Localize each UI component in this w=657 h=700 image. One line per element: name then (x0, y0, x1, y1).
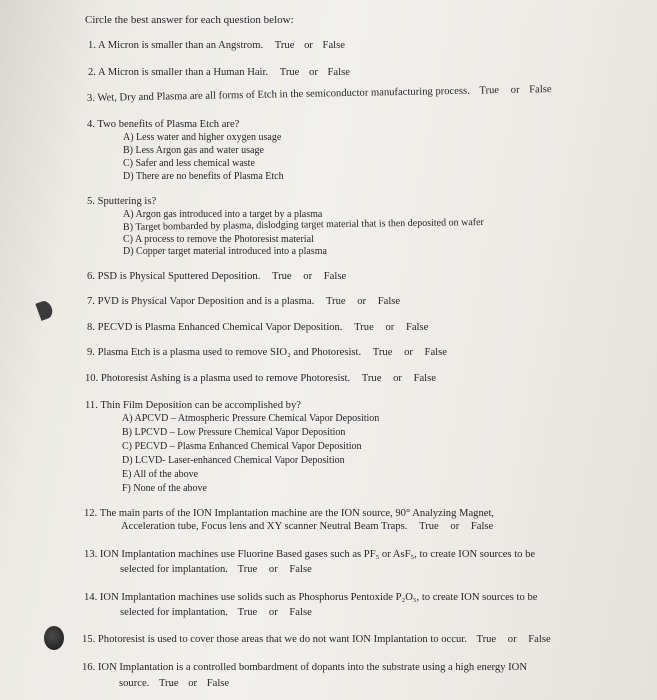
answer-true[interactable]: True (237, 607, 258, 618)
answer-true[interactable]: True (419, 521, 439, 532)
answer-true[interactable]: True (237, 564, 258, 575)
q5-option-a[interactable]: A) Argon gas introduced into a target by a plasma (123, 209, 323, 220)
answer-false[interactable]: False (528, 634, 551, 645)
answer-false[interactable]: False (322, 40, 345, 51)
question-3: 3. Wet, Dry and Plasma are all forms of Etch in the semiconductor manufacturing process. True or False (86, 84, 552, 104)
answer-true[interactable]: True (476, 634, 497, 645)
answer-true[interactable]: True (279, 67, 300, 78)
question-5: 5. Sputtering is? (87, 196, 157, 207)
q11-option-b[interactable]: B) LPCVD – Low Pressure Chemical Vapor Deposition (122, 427, 346, 438)
answer-false[interactable]: False (470, 521, 494, 532)
answer-true[interactable]: True (158, 678, 179, 689)
question-8: 8. PECVD is Plasma Enhanced Chemical Vapor Deposition. True or False (87, 322, 429, 333)
q11-option-f[interactable]: F) None of the above (122, 483, 207, 494)
question-9: 9. Plasma Etch is a plasma used to remove SIO₂ and Photoresist. True or False (87, 347, 447, 358)
answer-true[interactable]: True (479, 85, 500, 97)
question-7: 7. PVD is Physical Vapor Deposition and is a plasma. True or False (87, 296, 401, 307)
binder-hole (44, 626, 64, 650)
q4-option-c[interactable]: C) Safer and less chemical waste (123, 158, 255, 169)
question-16: 16. ION Implantation is a controlled bombardment of dopants into the substrate using a high energy ION (82, 662, 527, 673)
answer-true[interactable]: True (325, 296, 346, 307)
question-6: 6. PSD is Physical Sputtered Deposition. True or False (87, 271, 347, 282)
q4-option-d[interactable]: D) There are no benefits of Plasma Etch (123, 171, 284, 182)
answer-false[interactable]: False (424, 347, 447, 358)
question-10: 10. Photoresist Ashing is a plasma used to remove Photoresist. True or False (85, 373, 436, 384)
question-2: 2. A Micron is smaller than a Human Hair. True or False (88, 67, 350, 78)
q11-option-c[interactable]: C) PECVD – Plasma Enhanced Chemical Vapor Deposition (122, 441, 362, 452)
answer-false[interactable]: False (413, 373, 436, 384)
answer-false[interactable]: False (377, 296, 401, 307)
answer-true[interactable]: True (354, 322, 374, 333)
answer-true[interactable]: True (361, 373, 382, 384)
question-15: 15. Photoresist is used to cover those areas that we do not want ION Implantation to occur. True or False (82, 634, 551, 645)
answer-false[interactable]: False (323, 271, 347, 282)
q4-option-b[interactable]: B) Less Argon gas and water usage (123, 145, 264, 156)
answer-true[interactable]: True (274, 40, 295, 51)
binder-hole (35, 299, 54, 321)
q11-option-a[interactable]: A) APCVD – Atmospheric Pressure Chemical Vapor Deposition (122, 413, 380, 424)
answer-true[interactable]: True (272, 271, 292, 282)
question-4: 4. Two benefits of Plasma Etch are? (87, 119, 240, 130)
question-11: 11. Thin Film Deposition can be accomplished by? (85, 400, 301, 411)
q5-option-c[interactable]: C) A process to remove the Photoresist material (123, 234, 314, 245)
answer-false[interactable]: False (289, 607, 312, 618)
q5-option-d[interactable]: D) Copper target material introduced into a plasma (123, 246, 327, 257)
answer-false[interactable]: False (289, 564, 312, 575)
question-13: 13. ION Implantation machines use Fluorine Based gases such as PF₅ or AsF₅, to create ION sources to be (84, 549, 536, 560)
question-1: 1. A Micron is smaller than an Angstrom. True or False (88, 40, 345, 51)
question-14: 14. ION Implantation machines use solids such as Phosphorus Pentoxide P₂O₅, to create ION sources to be (84, 592, 538, 603)
q11-option-e[interactable]: E) All of the above (122, 469, 199, 480)
answer-false[interactable]: False (405, 322, 429, 333)
question-16-cont: source. True or False (119, 678, 230, 689)
question-13-cont: selected for implantation. True or False (120, 564, 312, 575)
answer-false[interactable]: False (206, 678, 230, 689)
q5-option-b[interactable]: B) Target bombarded by plasma, dislodging target material that is then deposited on wafer (122, 216, 484, 233)
q4-option-a[interactable]: A) Less water and higher oxygen usage (123, 132, 282, 143)
answer-false[interactable]: False (529, 84, 552, 96)
q11-option-d[interactable]: D) LCVD- Laser-enhanced Chemical Vapor Deposition (122, 455, 345, 466)
question-12: 12. The main parts of the ION Implantation machine are the ION source, 90° Analyzing Magnet, (84, 508, 495, 519)
instructions: Circle the best answer for each question below: (85, 14, 294, 26)
answer-false[interactable]: False (327, 67, 350, 78)
question-14-cont: selected for implantation. True or False (120, 607, 312, 618)
answer-true[interactable]: True (372, 347, 393, 358)
question-12-cont: Acceleration tube, Focus lens and XY scanner Neutral Beam Traps. True or False (121, 521, 494, 532)
